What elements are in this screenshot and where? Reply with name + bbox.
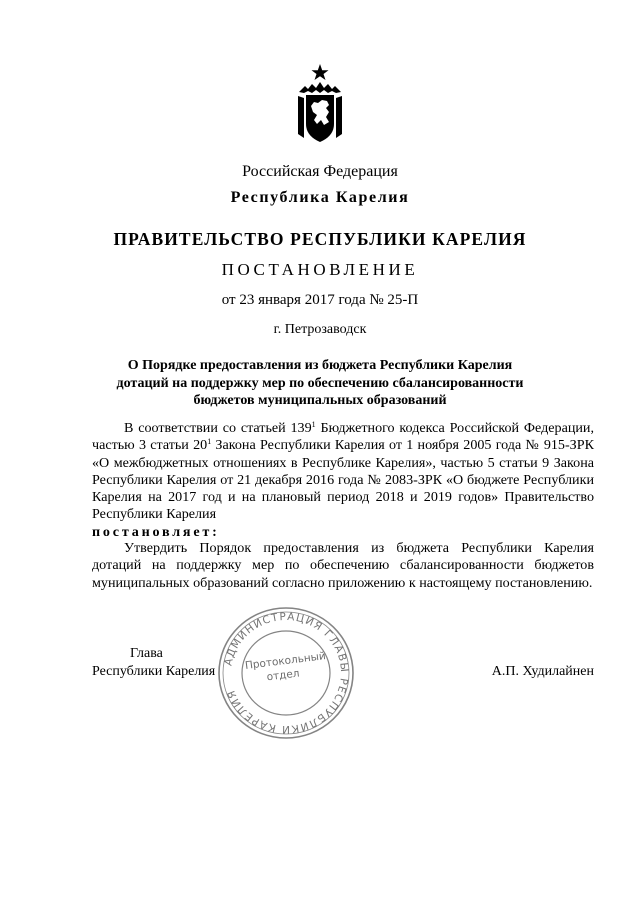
stamp-inner-line1: Протокольный <box>244 650 327 672</box>
official-stamp <box>214 604 358 742</box>
government-heading: ПРАВИТЕЛЬСТВО РЕСПУБЛИКИ КАРЕЛИЯ <box>113 229 527 249</box>
title-line: О Порядке предоставления из бюджета Республики Карелия <box>127 358 513 373</box>
republic-name: Республика Карелия <box>230 189 410 206</box>
superscript: 1 <box>311 420 316 429</box>
superscript: 1 <box>207 437 212 447</box>
country-name: Российская Федерация <box>242 163 398 180</box>
preamble-paragraph <box>92 420 594 541</box>
document-type: ПОСТАНОВЛЕНИЕ <box>221 260 419 279</box>
document-city: г. Петрозаводск <box>273 322 367 337</box>
stamp-inner-line2: отдел <box>266 667 301 684</box>
preamble-text-b: Бюджетного кодекса Российской Федерации, частью 3 статьи 20 <box>92 420 594 454</box>
signatory-name: А.П. Худилайнен <box>491 664 594 679</box>
preamble-text-c: Закона Республики Карелия от 1 ноября 2005 года № 915-ЗРК «О межбюджетных отношениях в Республике Карелия», частью 5 статьи 9 Закона Республики Карелия от 21 декабря 2016 года № 2083-ЗРК «О бюджете Республики Карелия на 2017 год и на плановый период 2018 и 2019 годов» Правительство Республики Карелия <box>92 437 594 523</box>
document-date-number: от 23 января 2017 года № 25-П <box>221 292 419 308</box>
preamble-text-a: В соответствии со статьей 139 <box>124 420 312 436</box>
resolution-paragraph: Утвердить Порядок предоставления из бюджета Республики Карелия дотаций на поддержку мер по обеспечению сбалансированности бюджетов муниципальных образований согласно приложению к настоящему постановлению. <box>92 540 594 591</box>
title-line: бюджетов муниципальных образований <box>193 393 447 408</box>
stamp-ring-text: АДМИНИСТРАЦИЯ ГЛАВЫ РЕСПУБЛИКИ КАРЕЛИЯ <box>222 610 351 736</box>
decree-word: постановляет: <box>92 523 220 540</box>
signatory-title-line2: Республики Карелия <box>92 664 216 679</box>
document-title <box>100 357 540 410</box>
title-line: дотаций на поддержку мер по обеспечению сбалансированности <box>116 375 524 391</box>
karelia-coat-of-arms-emblem <box>296 62 344 146</box>
signatory-title-line1: Глава <box>130 646 163 661</box>
